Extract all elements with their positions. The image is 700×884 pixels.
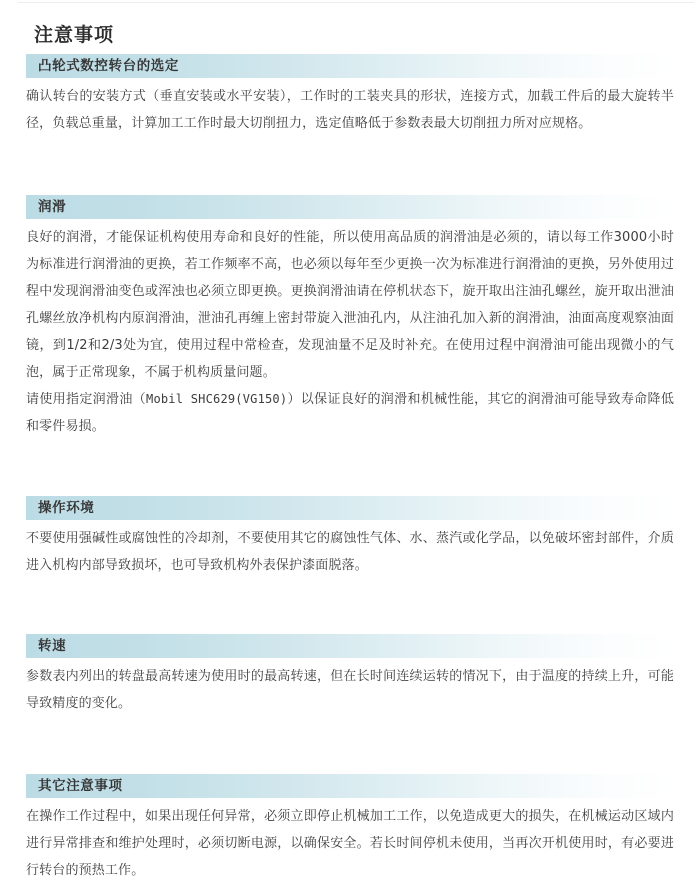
section-lubrication <box>26 195 673 440</box>
section-selection <box>26 54 673 137</box>
section-body-speed <box>26 663 674 717</box>
page-title: 注意事项 <box>34 24 115 46</box>
section-heading-lubrication: 润滑 <box>26 195 672 219</box>
section-body-other-notes <box>26 803 674 884</box>
section-body-selection <box>26 83 674 137</box>
section-body-lubrication <box>26 224 674 440</box>
section-environment <box>26 496 673 579</box>
paragraph: 不要使用强碱性或腐蚀性的冷却剂，不要使用其它的腐蚀性气体、水、蒸汽或化学品，以免破坏密封部件，介质进入机构内部导致损坏，也可导致机构外表保护漆面脱落。 <box>26 531 674 573</box>
section-other-notes <box>26 774 673 884</box>
section-heading-selection: 凸轮式数控转台的选定 <box>26 54 672 78</box>
lubricant-spec-value: Mobil SHC629(VG150) <box>146 392 288 406</box>
section-heading-environment: 操作环境 <box>26 496 672 520</box>
paragraph: 参数表内列出的转盘最高转速为使用时的最高转速，但在长时间连续运转的情况下，由于温度的持续上升，可能导致精度的变化。 <box>26 669 674 711</box>
lubricant-text-suffix: ）以保证良好的润滑和机械性能，其它的润滑油可能导致寿命降低和零件易损。 <box>26 392 674 434</box>
section-body-environment <box>26 525 674 579</box>
paragraph: 确认转台的安装方式（垂直安装或水平安装），工作时的工装夹具的形状，连接方式，加载工件后的最大旋转半径，负载总重量，计算加工工作时最大切削扭力，选定值略低于参数表最大切削扭力所对应规格。 <box>26 89 674 131</box>
section-heading-speed: 转速 <box>26 634 672 658</box>
section-heading-other-notes: 其它注意事项 <box>26 774 672 798</box>
paragraph: 在操作工作过程中，如果出现任何异常，必须立即停止机械加工工作，以免造成更大的损失，在机械运动区域内进行异常排查和维护处理时，必须切断电源，以确保安全。若长时间停机未使用，当再次开机使用时，有必要进行转台的预热工作。 <box>26 809 674 878</box>
paragraph: 良好的润滑，才能保证机构使用寿命和良好的性能，所以使用高品质的润滑油是必须的，请以每工作3000小时为标准进行润滑油的更换，若工作频率不高，也必须以每年至少更换一次为标准进行润滑油的更换，另外使用过程中发现润滑油变色或浑浊也必须立即更换。更换润滑油请在停机状态下，旋开取出注油孔螺丝，旋开取出泄油孔螺丝放净机构内原润滑油，泄油孔再缠上密封带旋入泄油孔内，从注油孔加入新的润滑油，油面高度观察油面镜，到1/2和2/3处为宜，使用过程中常检查，发现油量不足及时补充。在使用过程中润滑油可能出现微小的气泡，属于正常现象，不属于机构质量问题。 <box>26 230 674 380</box>
paragraph-lubricant-spec <box>26 386 674 440</box>
lubricant-text-prefix: 请使用指定润滑油（ <box>26 392 147 407</box>
section-speed <box>26 634 673 717</box>
